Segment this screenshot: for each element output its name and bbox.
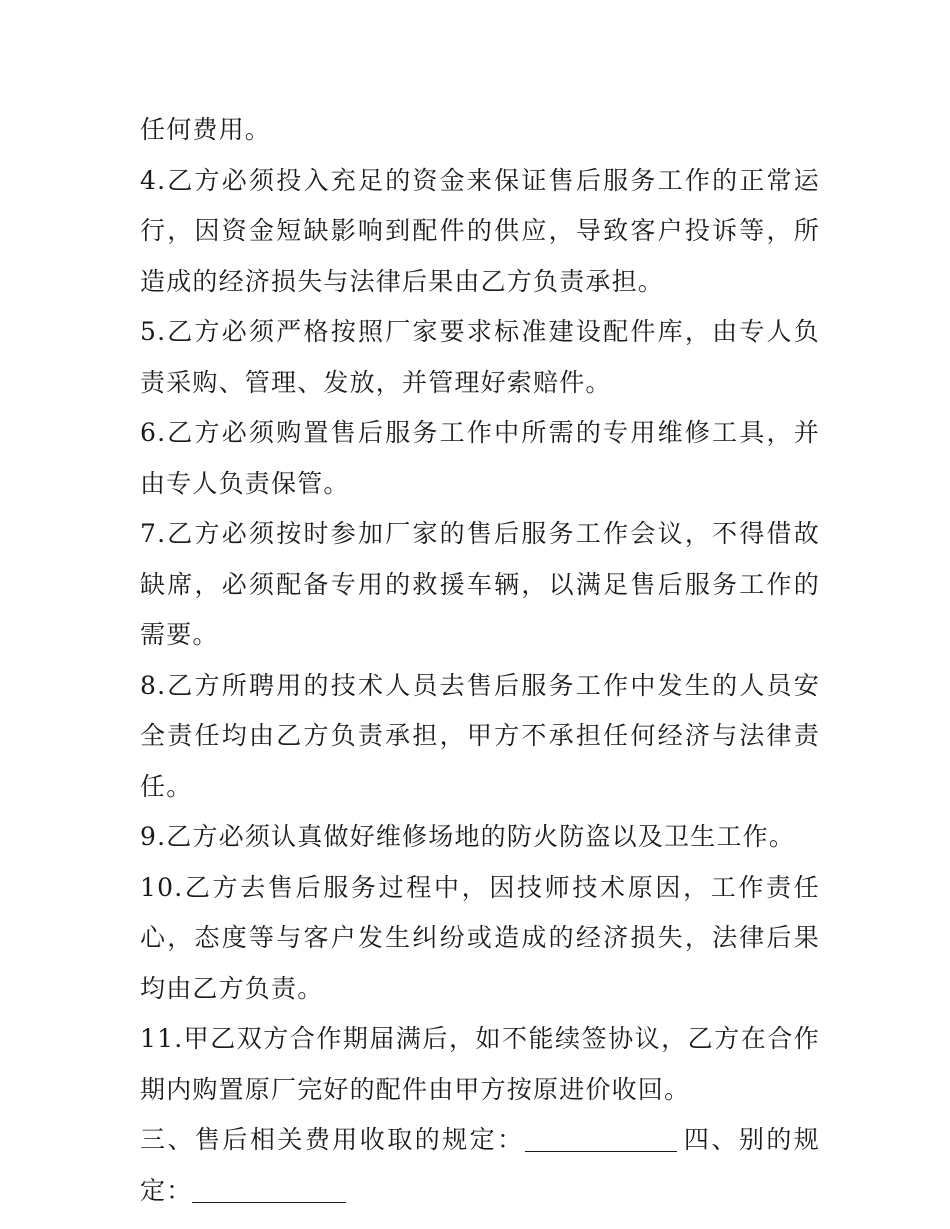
clause-6: 6.乙方必须购置售后服务工作中所需的专用维修工具，并由专人负责保管。	[140, 418, 820, 498]
clause-4: 4.乙方必须投入充足的资金来保证售后服务工作的正常运行，因资金短缺影响到配件的供应，导致客户投诉等，所造成的经济损失与法律后果由乙方负责承担。	[140, 165, 820, 296]
section-3-label: 三、售后相关费用收取的规定：	[140, 1125, 525, 1154]
document-body	[140, 105, 820, 1216]
paragraph-continued: 任何费用。	[140, 115, 272, 144]
clause-5: 5.乙方必须严格按照厂家要求标准建设配件库，由专人负责采购、管理、发放，并管理好索赔件。	[140, 317, 820, 397]
clause-11: 11.甲乙双方合作期届满后，如不能续签协议，乙方在合作期内购置原厂完好的配件由甲方按原进价收回。	[140, 1024, 820, 1104]
section-4-label: 四、别的规定：	[140, 1125, 820, 1205]
section-3-blank-line[interactable]	[525, 1121, 677, 1152]
clause-7: 7.乙方必须按时参加厂家的售后服务工作会议，不得借故缺席，必须配备专用的救援车辆，以满足售后服务工作的需要。	[140, 519, 820, 649]
sections-3-4	[140, 1115, 820, 1216]
clause-9: 9.乙方必须认真做好维修场地的防火防盗以及卫生工作。	[140, 822, 796, 851]
section-4-blank-line[interactable]	[192, 1172, 346, 1203]
clause-10: 10.乙方去售后服务过程中，因技师技术原因，工作责任心，态度等与客户发生纠纷或造成的经济损失，法律后果均由乙方负责。	[140, 872, 820, 1003]
clause-8: 8.乙方所聘用的技术人员去售后服务工作中发生的人员安全责任均由乙方负责承担，甲方不承担任何经济与法律责任。	[140, 670, 820, 801]
